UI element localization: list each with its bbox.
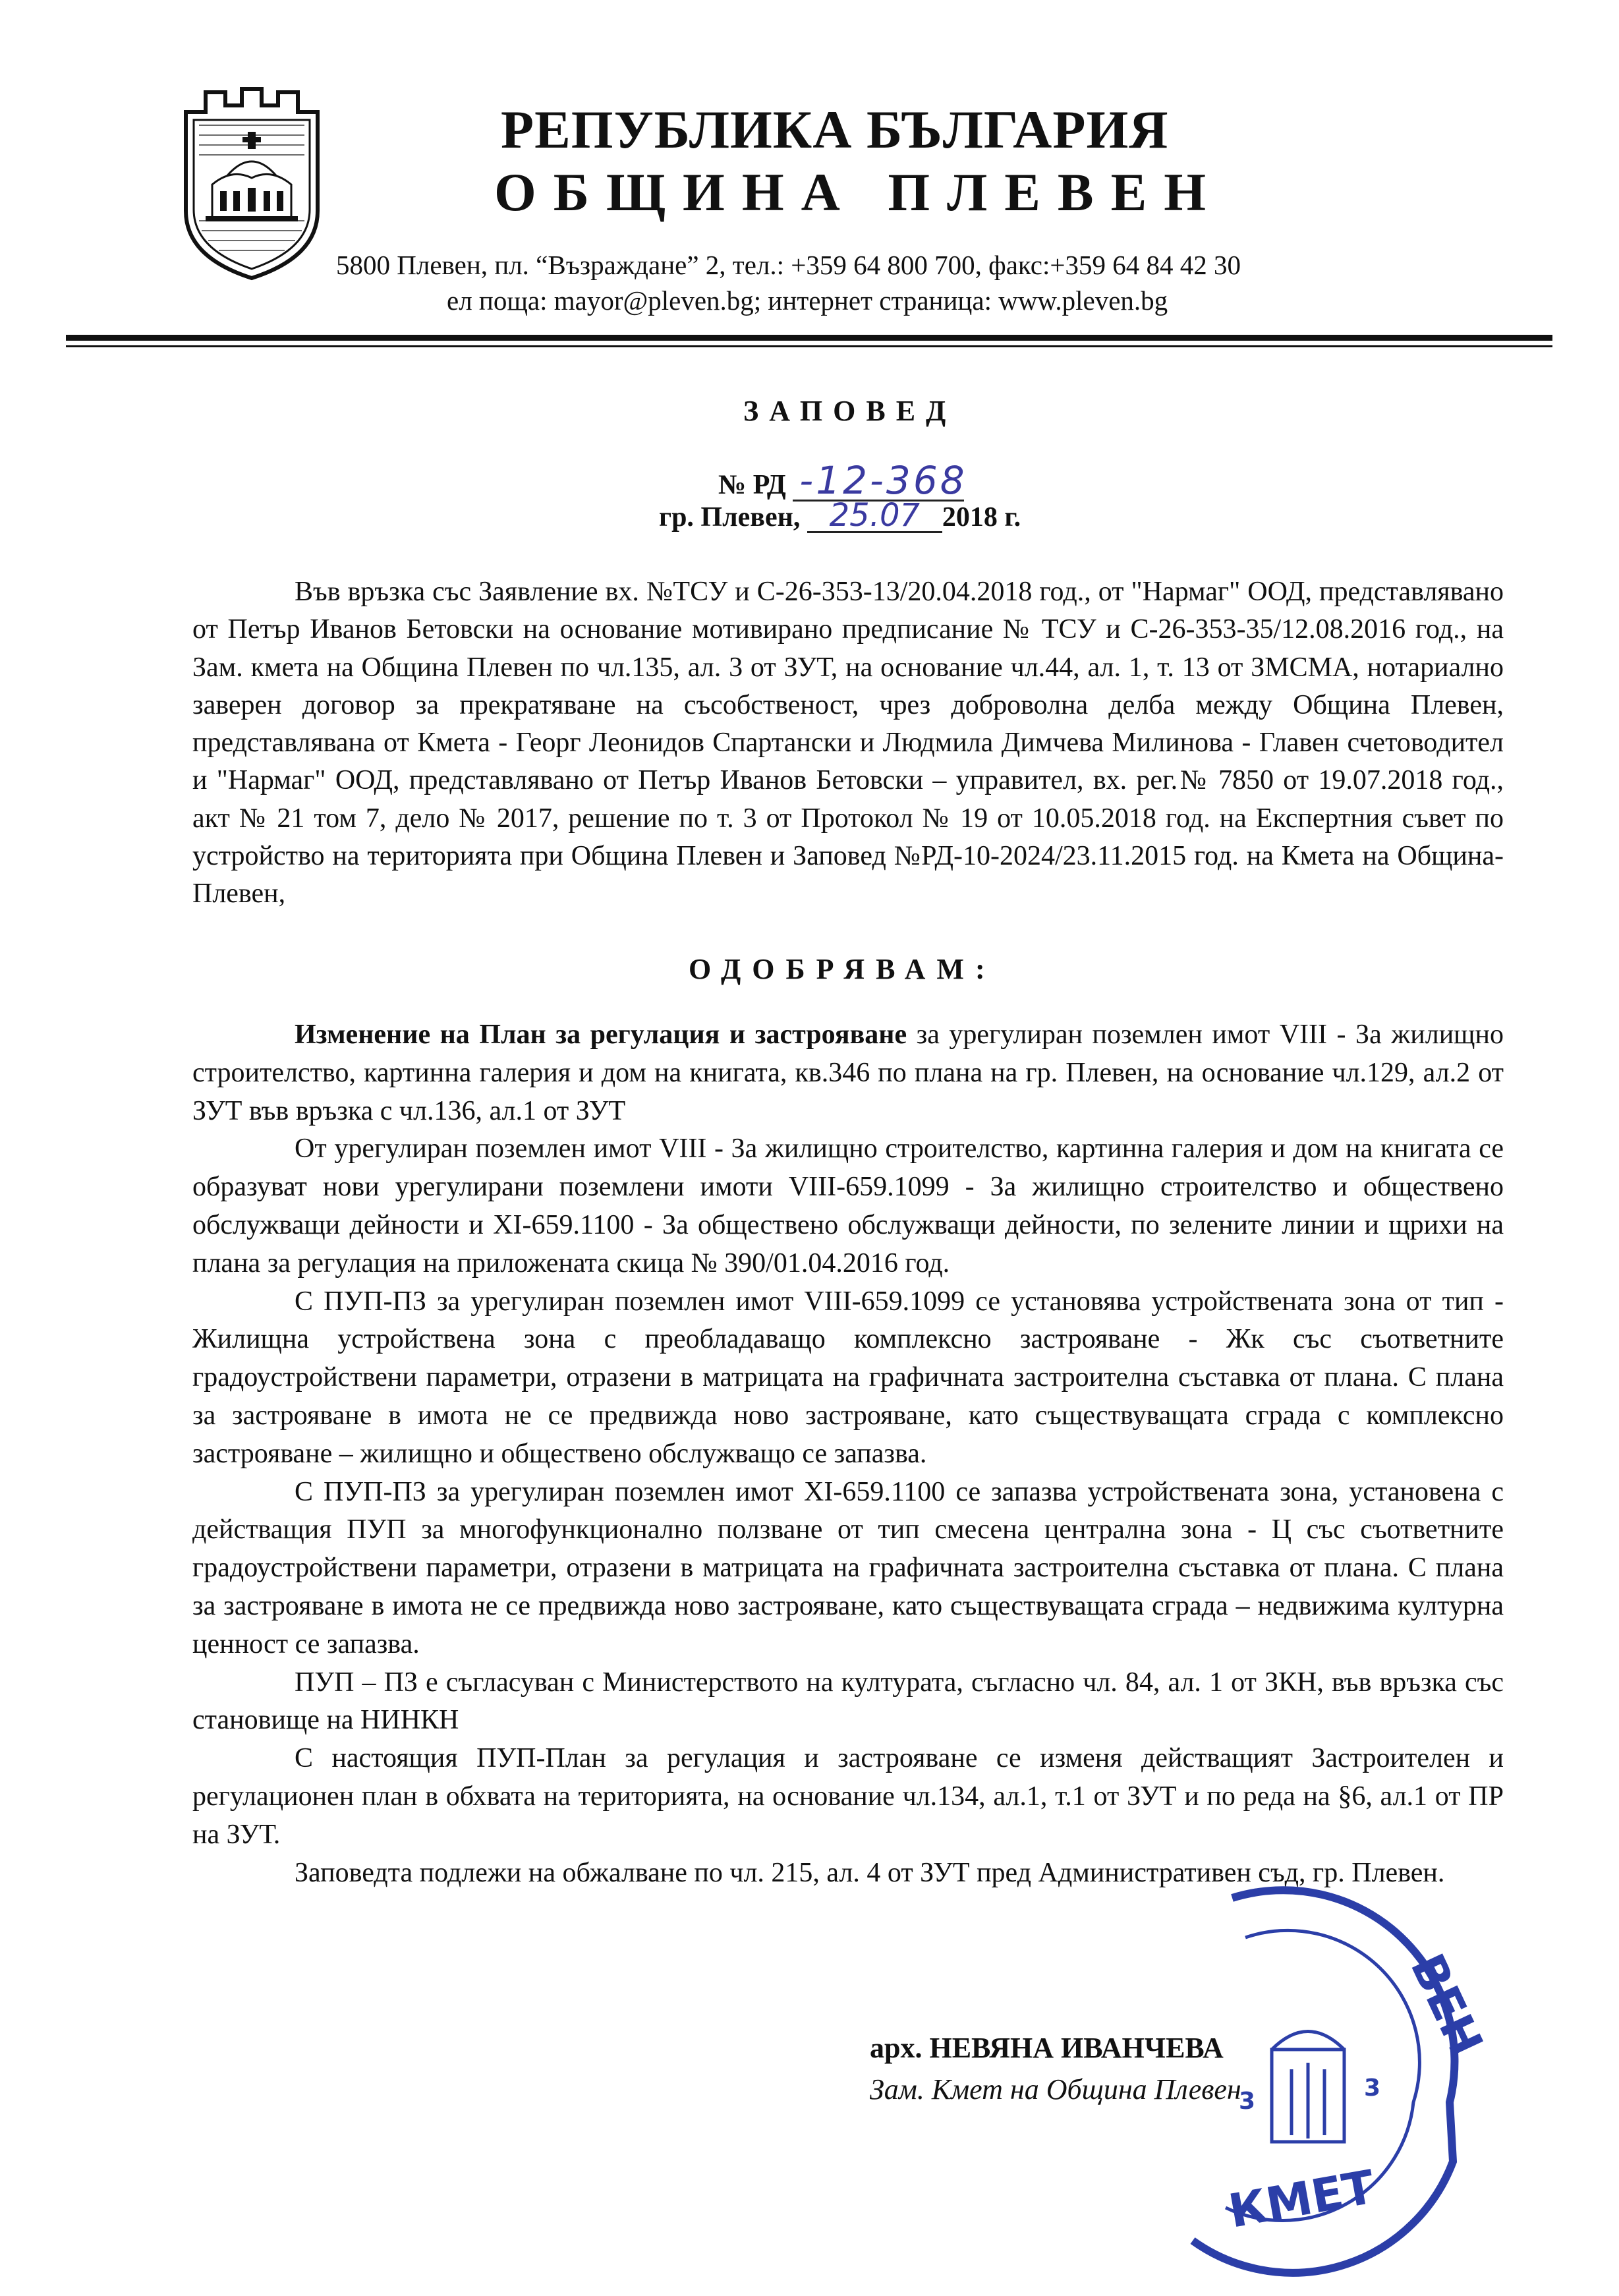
paragraph-amendment-bold: Изменение на План за регулация и застрояване (295, 1019, 907, 1050)
order-year: 2018 г. (942, 502, 1021, 532)
stamp-mark-left: 3 (1239, 2088, 1256, 2115)
order-body (192, 1016, 1504, 1892)
approve-heading: ОДОБРЯВАМ: (689, 953, 996, 985)
coat-of-arms-logo (179, 86, 324, 283)
header-divider-thick (66, 335, 1552, 341)
address-line: 5800 Плевен, пл. “Възраждане” 2, тел.: +359 64 800 700, факс:+359 64 84 42 30 (336, 250, 1241, 280)
country-title: РЕПУБЛИКА БЪЛГАРИЯ (501, 100, 1169, 159)
order-number (718, 458, 967, 503)
paragraph-appeal: Заповедта подлежи на обжалване по чл. 215, ал. 4 от ЗУТ пред Административен съд, гр. Плевен. (295, 1857, 1445, 1888)
stamp-text-top: ВЕН (1400, 1945, 1494, 2064)
intro-paragraph: Във връзка със Заявление вх. №ТСУ и С-26-353-13/20.04.2018 год., от "Нармаг" ООД, представлявано от Петър Иванов Бетовски на основание мотивирано предписание № ТСУ и С-26-353-35/12.08.2016 год., на Зам. кмета на Община Плевен по чл.135, ал. 3 от ЗУТ, на основание чл.44, ал. 1, т. 13 от ЗМСМА, нотариално заверен договор за прекратяване на съсобственост, чрез доброволна делба между Община Плевен, представлявана от Кмета - Георг Леонидов Спартански и Людмила Димчева Милинова - Главен счетоводител и "Нармаг" ООД, представлявано от Петър Иванов Бетовски – управител, вх. рег.№ 7850 от 19.07.2018 год., акт № 21 том 7, дело № 2017, решение по т. 3 от Протокол № 19 от 10.05.2018 год. на Експертния съвет по устройство на територията при Община Плевен и Заповед №РД-10-2024/23.11.2015 год. на Кмета на Община-Плевен, (192, 577, 1504, 909)
contact-line: ел поща: mayor@pleven.bg; интернет страница: www.pleven.bg (447, 285, 1168, 316)
handwritten-order-date: 25.07 (807, 500, 942, 533)
signatory-role: Зам. Кмет на Община Плевен (870, 2073, 1241, 2106)
order-title: ЗАПОВЕД (743, 395, 957, 427)
stamp-mark-right: 3 (1364, 2075, 1381, 2102)
paragraph-new-plots: От урегулиран поземлен имот VIII - За жилищно строителство, картинна галерия и дом на книгата се образуват нови урегулирани поземлени имоти VIII-659.1099 - За жилищно строителство и обществено обслужващи дейности и XI-659.1100 - За обществено обслужващи дейности, по зелените линии и щрихи на плана за регулация на приложената скица № 390/01.04.2016 год. (192, 1134, 1504, 1278)
handwritten-order-number: -12-368 (793, 461, 964, 502)
paragraph-amendment-text: за урегулиран поземлен имот VIII - За жилищно строителство, картинна галерия и дом на книгата, кв.346 по плана на гр. Плевен, на основание чл.129, ал.2 от ЗУТ във връзка с чл.136, ал.1 от ЗУТ (192, 1019, 1504, 1126)
paragraph-amendment (192, 1016, 1504, 1130)
paragraph-plot-viii: С ПУП-ПЗ за урегулиран поземлен имот VIII-659.1099 се установява устройствената зона от тип - Жилищна устройствена зона с преобладаващо комплексно застрояване - Жк със съответните градоустройствени параметри, отразени в матрицата на графичната застроителна съставка от плана. С плана за застрояване в имота не се предвижда ново застрояване, като съществуващата сграда с комплексно застрояване – жилищно и обществено обслужващо се запазва. (192, 1286, 1504, 1469)
signatory-name: арх. НЕВЯНА ИВАНЧЕВА (870, 2032, 1224, 2064)
order-place-date (659, 497, 1021, 534)
paragraph-culture-ministry: ПУП – ПЗ е съгласуван с Министерството на културата, съгласно чл. 84, ал. 1 от ЗКН, във връзка със становище на НИНКН (192, 1667, 1504, 1736)
paragraph-plot-xi: С ПУП-ПЗ за урегулиран поземлен имот XI-659.1100 се запазва устройствената зона, установена с действащия ПУП за многофункционално ползване от тип смесена централна зона - Ц със съответните градоустройствени параметри, отразени в матрицата на графичната застроителна съставка от плана. С плана за застрояване в имота не се предвижда ново застрояване, като съществуващата сграда – недвижима културна ценност се запазва. (192, 1476, 1504, 1659)
stamp-text-bottom: КМЕТ (1224, 2160, 1379, 2239)
header-divider-thin (66, 345, 1552, 347)
order-number-prefix: № РД (718, 470, 786, 500)
paragraph-plan-change: С настоящия ПУП-План за регулация и застрояване се изменя действащият Застроителен и регулационен план в обхвата на територията, на основание чл.134, ал.1, т.1 от ЗУТ и по реда на §6, ал.1 от ПР на ЗУТ. (192, 1743, 1504, 1850)
order-place: гр. Плевен, (659, 502, 801, 532)
municipality-title: ОБЩИНА ПЛЕВЕН (494, 162, 1224, 222)
